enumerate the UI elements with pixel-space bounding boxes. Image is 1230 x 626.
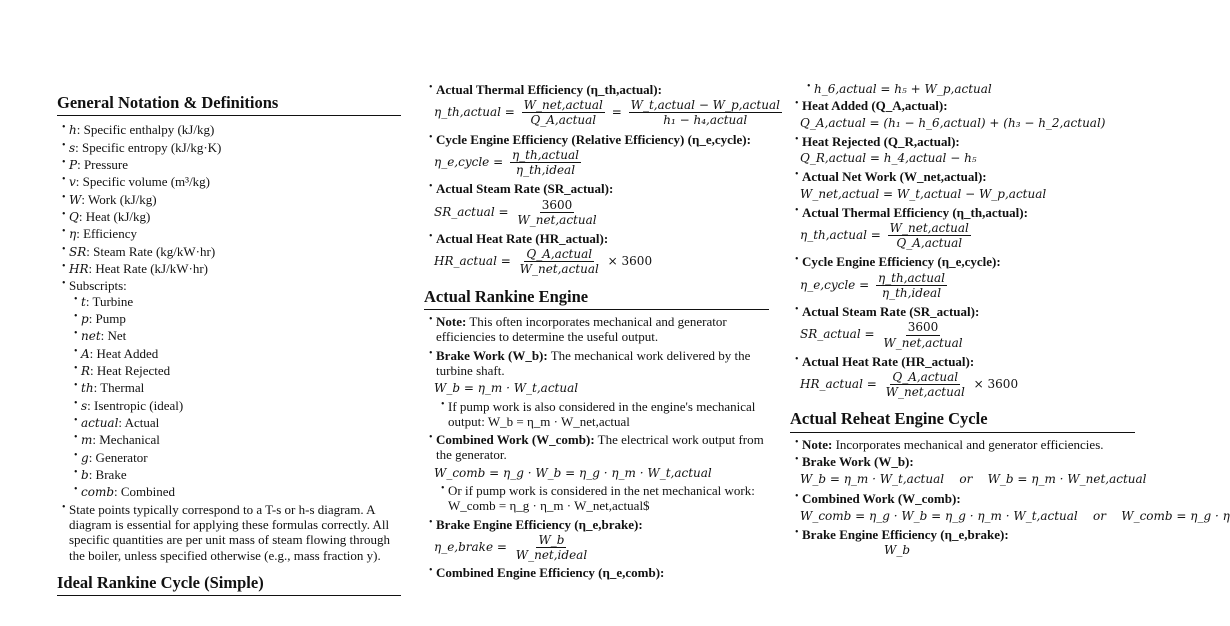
- def-item-entropy: • s: Specific entropy (kJ/kg·K): [57, 140, 401, 155]
- pump-exit-enthalpy-item: • h_6,actual = h₅ + W_p,actual: [790, 81, 1135, 96]
- reheat-formula-list: [790, 81, 1135, 399]
- formula-thermal-efficiency: • Actual Thermal Efficiency (η_th,actual): η_th,actual = W_net,actual Q_A,actual = W_t,actual − W_p,actual h₁ − h₄,actual: [424, 82, 769, 128]
- definitions-list: [57, 122, 401, 563]
- subscript-item-net: • net: Net: [57, 328, 401, 343]
- note-item: • Note: This often incorporates mechanical and generator efficiencies to determine the useful output.: [424, 314, 769, 345]
- formula-heat-rejected: • Heat Rejected (Q_R,actual): Q_R,actual = h_4,actual − h₅: [790, 134, 1135, 165]
- section-heading-general-notation: General Notation & Definitions: [57, 93, 401, 116]
- subscript-item-actual: • actual: Actual: [57, 415, 401, 430]
- subscript-item-turbine: • t: Turbine: [57, 294, 401, 309]
- formula-reheat-cycle-efficiency: • Cycle Engine Efficiency (η_e,cycle): η_e,cycle = η_th,actual η_th,ideal: [790, 254, 1135, 300]
- fraction: 3600 W_net,actual: [883, 320, 963, 350]
- fraction: W_net,actual Q_A,actual: [523, 98, 603, 128]
- def-item-work: • W: Work (kJ/kg): [57, 192, 401, 207]
- fraction: W_t,actual − W_p,actual h₁ − h₄,actual: [630, 98, 780, 128]
- formula-heat-added: • Heat Added (Q_A,actual): Q_A,actual = (h₁ − h_6,actual) + (h₃ − h_2,actual): [790, 98, 1135, 129]
- section-heading-actual-reheat: Actual Reheat Engine Cycle: [790, 409, 1135, 432]
- subscript-item-pump: • p: Pump: [57, 311, 401, 326]
- fraction: W_b W_net,ideal: [515, 532, 588, 563]
- combined-work-equation: W_comb = η_g · W_b = η_g · η_m · W_t,actual: [434, 465, 712, 480]
- subscript-item-combined: • comb: Combined: [57, 484, 401, 499]
- efficiency-list: [424, 82, 780, 277]
- brake-work-equation: W_b = η_m · W_t,actual: [434, 381, 579, 396]
- fraction: Q_A,actual W_net,actual: [885, 370, 965, 400]
- combined-work-item: • Combined Work (W_comb): The electrical work output from the generator.: [424, 432, 769, 463]
- subscript-item-brake: • b: Brake: [57, 467, 401, 482]
- subscript-item-mechanical: • m: Mechanical: [57, 432, 401, 447]
- reheat-combined-work-item: • Combined Work (W_comb): W_comb = η_g · W_b = η_g · η_m · W_t,actual or W_comb = η_g · η: [790, 491, 1135, 523]
- brake-work-subnote: • If pump work is also considered in the engine's mechanical output: W_b = η_m · W_net,actual: [424, 399, 769, 430]
- actual-rankine-list: [424, 314, 769, 581]
- def-item-steam-rate: • SR: Steam Rate (kg/kW·hr): [57, 244, 401, 259]
- column-actual-rankine: [424, 0, 780, 626]
- column-actual-reheat: [790, 0, 1230, 626]
- brake-work-item: • Brake Work (W_b): The mechanical work delivered by the turbine shaft.: [424, 348, 769, 379]
- fraction: η_th,actual η_th,ideal: [511, 147, 579, 178]
- brake-engine-efficiency-item: • Brake Engine Efficiency (η_e,brake): η_e,brake = W_b W_net,ideal: [424, 517, 769, 563]
- reheat-brake-engine-efficiency-item: • Brake Engine Efficiency (η_e,brake): W_b: [790, 527, 1135, 557]
- column-general-notation: [57, 0, 401, 626]
- section-heading-ideal-rankine: Ideal Rankine Cycle (Simple): [57, 573, 401, 596]
- fraction: Q_A,actual W_net,actual: [519, 247, 599, 277]
- section-heading-actual-rankine: Actual Rankine Engine: [424, 287, 769, 310]
- fraction: 3600 W_net,actual: [517, 197, 597, 227]
- reheat-brake-work-item: • Brake Work (W_b): W_b = η_m · W_t,actual or W_b = η_m · W_net,actual: [790, 454, 1135, 486]
- def-item-subscripts: • Subscripts:: [57, 278, 401, 293]
- formula-reheat-steam-rate: • Actual Steam Rate (SR_actual): SR_actual = 3600 W_net,actual: [790, 304, 1135, 350]
- formula-heat-rate: • Actual Heat Rate (HR_actual): HR_actual = Q_A,actual W_net,actual × 3600: [424, 231, 769, 277]
- state-points-note: • State points typically correspond to a T-s or h-s diagram. A diagram is essential for applying these formulas correctly. All specific quantities are per unit mass of steam flowing through the boiler, unless specified otherwise (e.g., mass fraction y).: [57, 502, 401, 563]
- def-item-volume: • v: Specific volume (m³/kg): [57, 174, 401, 189]
- def-item-enthalpy: • h: Specific enthalpy (kJ/kg): [57, 122, 401, 137]
- reheat-note-item: • Note: Incorporates mechanical and generator efficiencies.: [790, 437, 1135, 452]
- formula-steam-rate: • Actual Steam Rate (SR_actual): SR_actual = 3600 W_net,actual: [424, 181, 769, 227]
- subscript-item-generator: • g: Generator: [57, 450, 401, 465]
- subscript-item-isentropic: • s: Isentropic (ideal): [57, 398, 401, 413]
- fraction: η_th,actual η_th,ideal: [877, 270, 945, 300]
- def-item-heat: • Q: Heat (kJ/kg): [57, 209, 401, 224]
- def-item-heat-rate: • HR: Heat Rate (kJ/kW·hr): [57, 261, 401, 276]
- formula-cycle-engine-efficiency: • Cycle Engine Efficiency (Relative Efficiency) (η_e,cycle): η_e,cycle = η_th,actual η_th,ideal: [424, 132, 769, 178]
- actual-reheat-list: [790, 436, 1230, 558]
- subscript-item-heat-rejected: • R: Heat Rejected: [57, 363, 401, 378]
- formula-net-work: • Actual Net Work (W_net,actual): W_net,actual = W_t,actual − W_p,actual: [790, 169, 1135, 200]
- fraction: W_net,actual Q_A,actual: [889, 221, 969, 251]
- def-item-pressure: • P: Pressure: [57, 157, 401, 172]
- combined-engine-efficiency-item: • Combined Engine Efficiency (η_e,comb):: [424, 565, 769, 580]
- def-item-efficiency: • η: Efficiency: [57, 226, 401, 241]
- combined-work-subnote: • Or if pump work is considered in the net mechanical work: W_comb = η_g · η_m · W_net,actual$: [424, 483, 769, 514]
- formula-reheat-heat-rate: • Actual Heat Rate (HR_actual): HR_actual = Q_A,actual W_net,actual × 3600: [790, 354, 1135, 400]
- formula-reheat-thermal-efficiency: • Actual Thermal Efficiency (η_th,actual): η_th,actual = W_net,actual Q_A,actual: [790, 205, 1135, 251]
- subscript-item-thermal: • th: Thermal: [57, 380, 401, 395]
- subscript-item-heat-added: • A: Heat Added: [57, 346, 401, 361]
